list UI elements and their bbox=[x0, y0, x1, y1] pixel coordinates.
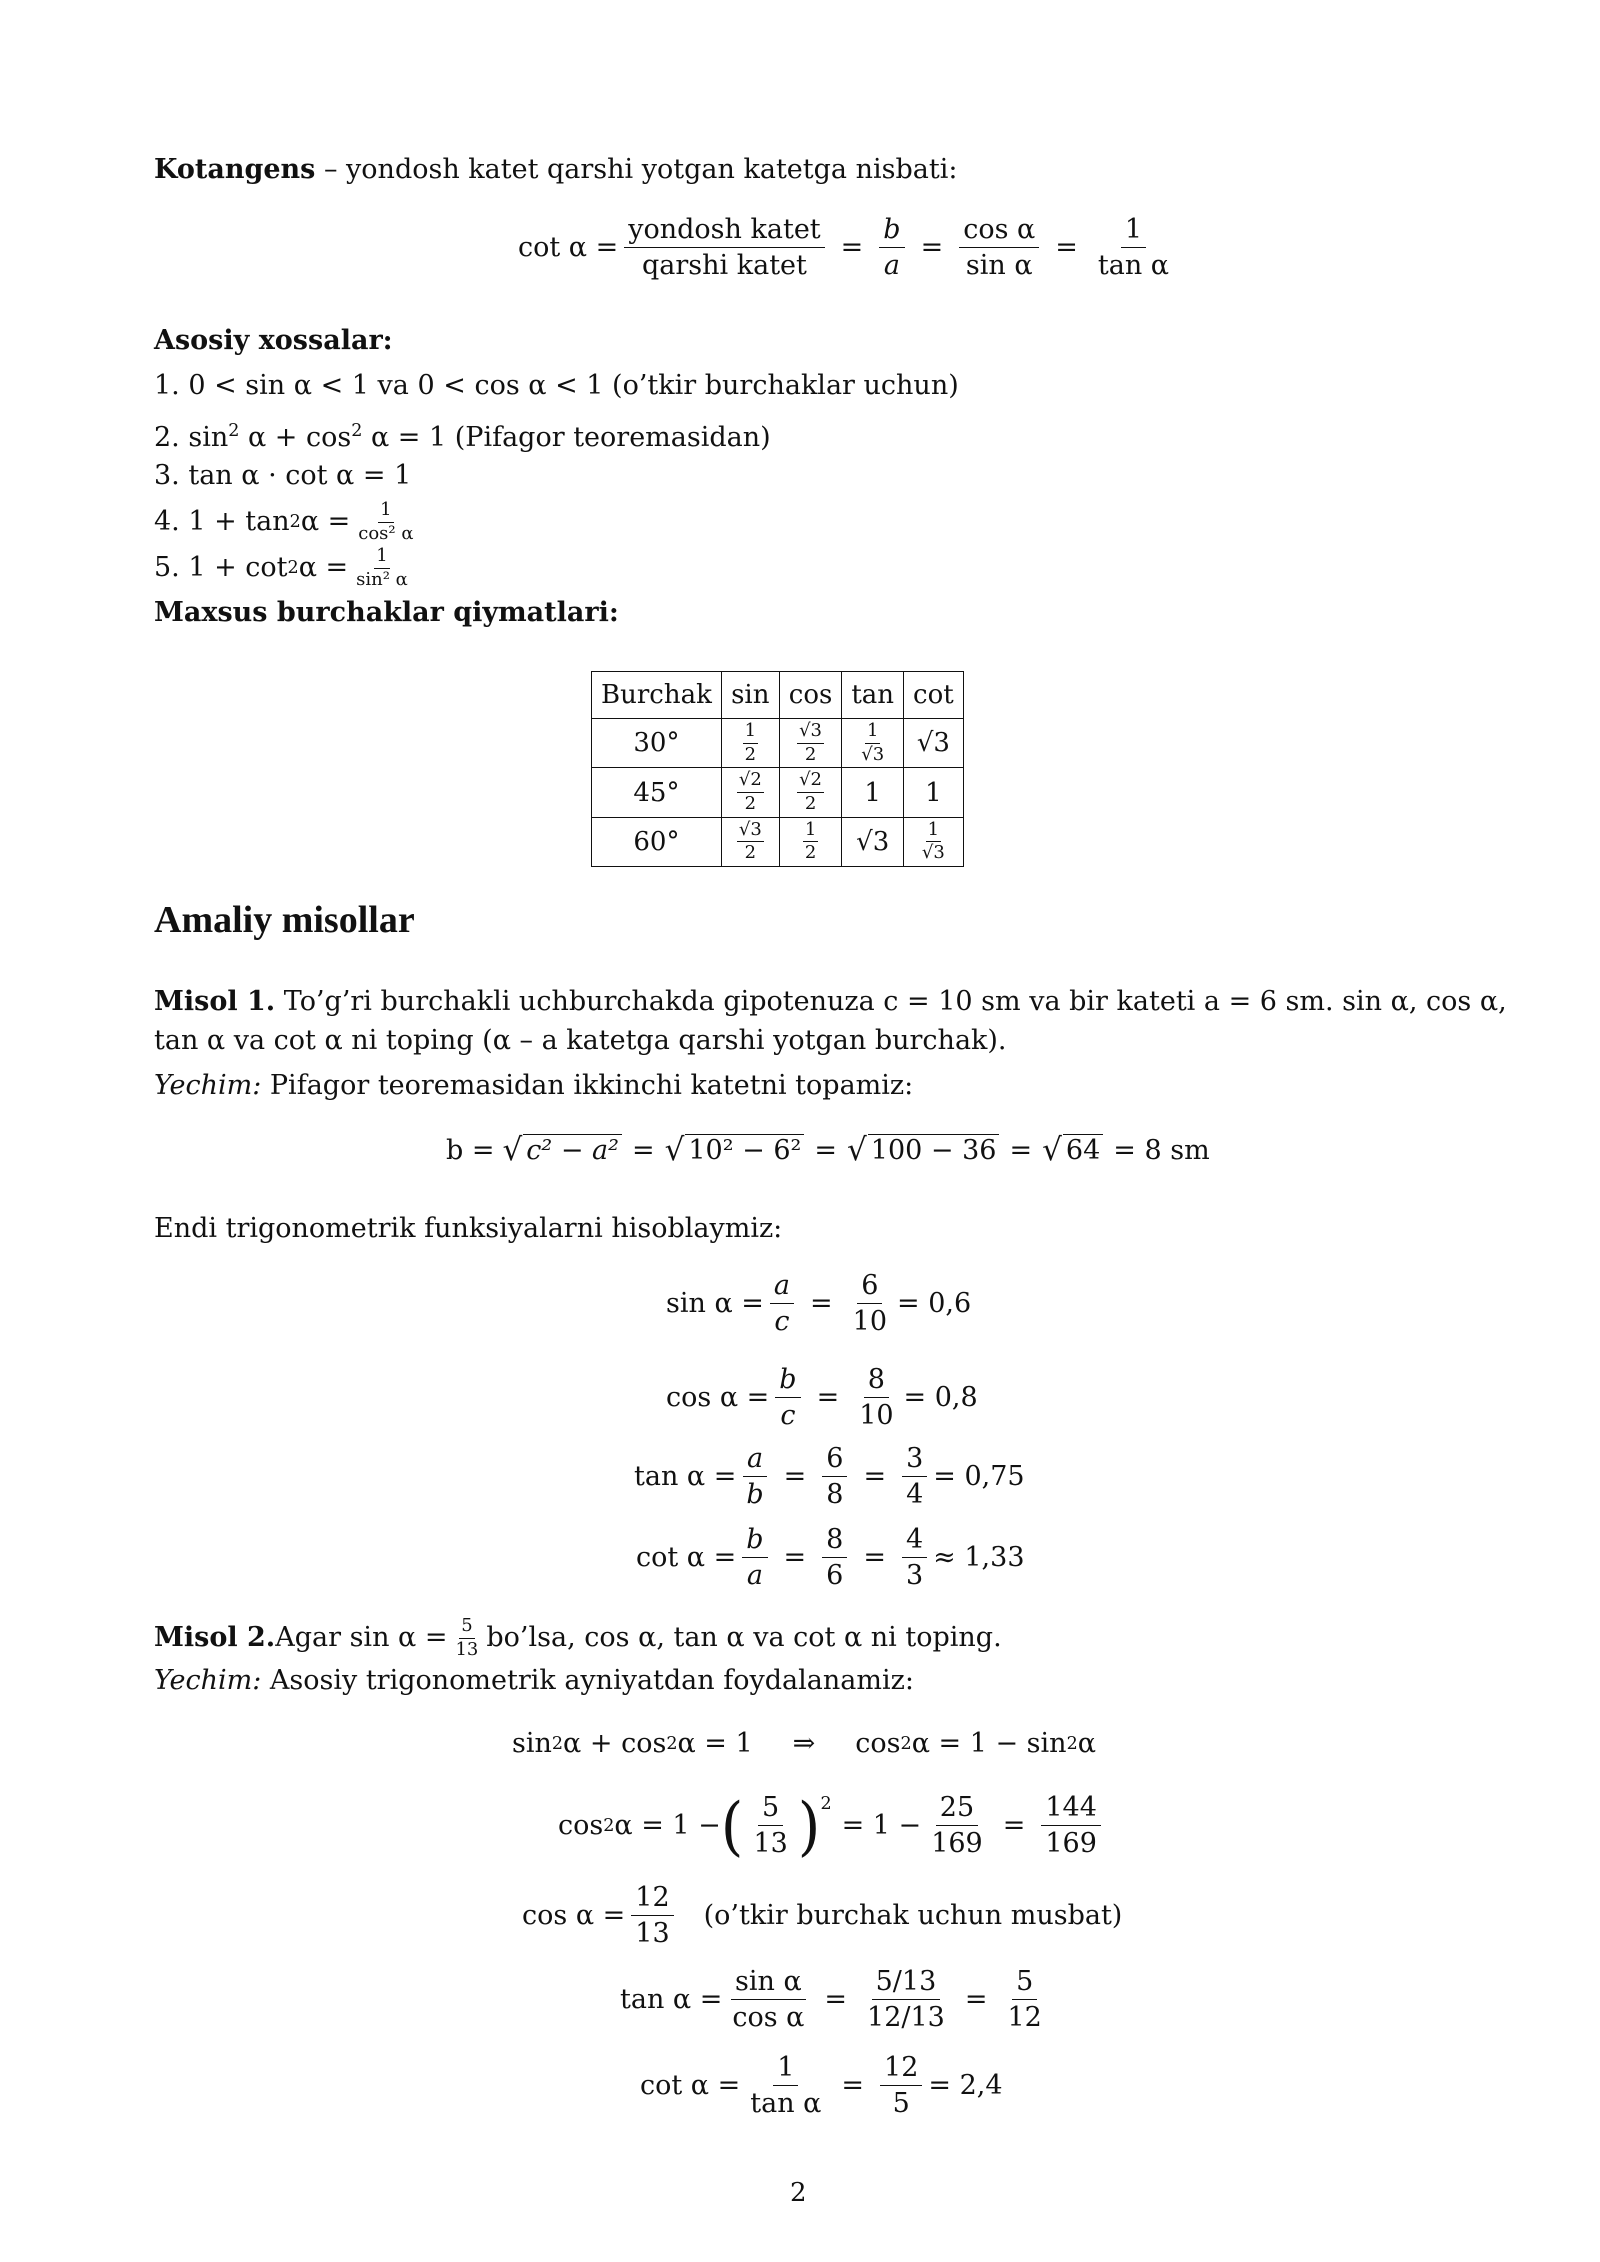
cos-calculation bbox=[666, 1364, 978, 1431]
kotangens-formula bbox=[518, 214, 1179, 281]
exponent: 2 bbox=[228, 421, 240, 441]
special-angles-heading bbox=[154, 596, 619, 630]
denominator: 8 bbox=[826, 1479, 844, 1511]
numerator: 1 bbox=[1121, 214, 1146, 248]
table-cell bbox=[721, 768, 779, 817]
numerator: 3 bbox=[902, 1443, 927, 1477]
text: Asosiy trigonometrik ayniyatdan foydalanamiz: bbox=[261, 1665, 914, 1696]
equals-sign: = bbox=[816, 1382, 840, 1414]
table-cell: 45° bbox=[592, 768, 722, 817]
equals-sign: = bbox=[814, 1134, 837, 1166]
numerator: 8 bbox=[864, 1364, 889, 1398]
result: = 0,75 bbox=[933, 1461, 1025, 1493]
lhs: tan α = bbox=[634, 1461, 737, 1493]
sqrt-symbol: √ bbox=[502, 1132, 523, 1168]
numerator: 5 bbox=[459, 1616, 474, 1639]
fraction bbox=[749, 1792, 791, 1859]
exponent: 2 bbox=[603, 1815, 615, 1836]
denominator: cos α bbox=[732, 2002, 805, 2034]
result: = 2,4 bbox=[928, 2070, 1003, 2102]
numerator: 1 bbox=[378, 500, 393, 523]
fraction bbox=[822, 1443, 847, 1510]
equals-sign: = bbox=[920, 232, 944, 264]
equals-sign: = bbox=[783, 1542, 807, 1574]
denominator: √3 bbox=[921, 842, 945, 864]
numerator: 5 bbox=[1012, 1966, 1037, 2000]
text: α = bbox=[298, 552, 349, 584]
implies-symbol: ⇒ bbox=[792, 1728, 816, 1759]
header-cell: cot bbox=[904, 672, 964, 719]
equals-sign: = bbox=[1009, 1134, 1033, 1166]
pythagoras-equation bbox=[446, 1132, 1210, 1168]
tan-calculation bbox=[634, 1443, 1025, 1510]
example-2-text bbox=[154, 1616, 1002, 1660]
fraction bbox=[728, 1966, 808, 2033]
fraction bbox=[927, 1792, 987, 1859]
numerator: √3 bbox=[737, 820, 764, 843]
numerator: 6 bbox=[822, 1443, 847, 1477]
example-label: Misol 2. bbox=[154, 1622, 276, 1654]
lhs: cos α = bbox=[666, 1382, 770, 1414]
fraction bbox=[855, 1364, 897, 1431]
denominator: 2 bbox=[744, 793, 757, 815]
text: 2. sin bbox=[154, 422, 229, 453]
equals-sign: = bbox=[964, 1984, 988, 2016]
example-1-solution bbox=[154, 1069, 913, 1103]
property-5 bbox=[154, 546, 416, 590]
equals-sign: = bbox=[631, 1134, 655, 1166]
fraction bbox=[770, 1270, 794, 1337]
special-angles-table bbox=[591, 671, 964, 867]
denominator: qarshi katet bbox=[642, 250, 807, 282]
denominator: 2 bbox=[804, 793, 817, 815]
table-cell: √3 bbox=[842, 817, 904, 866]
table-row bbox=[592, 768, 964, 817]
exponent: 2 bbox=[289, 512, 301, 533]
denominator: c bbox=[774, 1306, 790, 1338]
denominator: 4 bbox=[906, 1479, 924, 1511]
exponent: 2 bbox=[551, 1733, 564, 1754]
equals-sign: = bbox=[863, 1542, 886, 1574]
radicand: 10² − 6² bbox=[685, 1134, 804, 1166]
lhs: cos α = bbox=[522, 1900, 626, 1932]
numerator: √3 bbox=[797, 721, 824, 744]
numerator: 5/13 bbox=[872, 1966, 941, 2000]
numerator: 1 bbox=[926, 820, 941, 843]
numerator: √2 bbox=[737, 770, 764, 793]
result: = 8 sm bbox=[1113, 1134, 1210, 1166]
example-1-text-line2: tan α va cot α ni toping (α – a katetga qarshi yotgan burchak). bbox=[154, 1025, 1007, 1056]
equals-sign: = bbox=[824, 1984, 848, 2016]
denominator: 12 bbox=[1007, 2002, 1042, 2034]
radicand: c² − a² bbox=[523, 1134, 622, 1166]
fraction bbox=[879, 214, 904, 281]
cos-value-equation bbox=[522, 1882, 1122, 1949]
denominator: 169 bbox=[931, 1828, 983, 1860]
text: α = 1 bbox=[677, 1728, 753, 1759]
fraction bbox=[902, 1524, 927, 1591]
text: α + cos bbox=[239, 422, 352, 453]
text: α = 1 − bbox=[614, 1810, 721, 1842]
left-paren: ( bbox=[720, 1788, 744, 1863]
denominator: cos² α bbox=[358, 522, 414, 544]
lhs: b = bbox=[446, 1134, 495, 1166]
table-cell: 1 bbox=[904, 768, 964, 817]
text: Agar sin α = bbox=[275, 1622, 448, 1654]
text: Pifagor teoremasidan ikkinchi katetni topamiz: bbox=[261, 1070, 914, 1101]
table-row bbox=[592, 817, 964, 866]
denominator: a bbox=[746, 1560, 763, 1592]
fraction bbox=[849, 1270, 891, 1337]
equals-sign: = bbox=[840, 232, 864, 264]
lhs: cot α = bbox=[640, 2070, 741, 2102]
numerator: 5 bbox=[758, 1792, 783, 1826]
numerator: 12 bbox=[631, 1882, 673, 1916]
denominator: 10 bbox=[852, 1306, 887, 1338]
table-cell bbox=[779, 768, 842, 817]
table-header-row bbox=[592, 672, 964, 719]
denominator: 13 bbox=[455, 1638, 479, 1660]
cot-value-equation bbox=[640, 2052, 1003, 2119]
calc-intro: Endi trigonometrik funksiyalarni hisoblaymiz: bbox=[154, 1213, 783, 1244]
tan-value-equation bbox=[620, 1966, 1052, 2033]
numerator: 4 bbox=[902, 1524, 927, 1558]
result: = 0,6 bbox=[897, 1288, 972, 1320]
numerator: yondosh katet bbox=[624, 214, 824, 248]
lhs: tan α = bbox=[620, 1984, 723, 2016]
denominator: sin α bbox=[965, 250, 1033, 282]
sin-calculation bbox=[666, 1270, 971, 1337]
table-cell bbox=[779, 817, 842, 866]
equals-sign: = bbox=[841, 2070, 865, 2102]
denominator: 10 bbox=[859, 1400, 894, 1432]
table-cell: √3 bbox=[904, 719, 964, 768]
text: 4. 1 + tan bbox=[154, 506, 290, 538]
sqrt-symbol: √ bbox=[1042, 1132, 1062, 1168]
property-1: 1. 0 < sin α < 1 va 0 < cos α < 1 (o’tkir burchaklar uchun) bbox=[154, 370, 959, 401]
denominator: √3 bbox=[861, 743, 885, 765]
numerator: cos α bbox=[959, 214, 1039, 248]
table-cell bbox=[904, 817, 964, 866]
fraction bbox=[624, 214, 824, 281]
denominator: 2 bbox=[744, 842, 757, 864]
lhs: sin α = bbox=[666, 1288, 764, 1320]
numerator: b bbox=[775, 1364, 800, 1398]
lhs: cot α = bbox=[636, 1542, 737, 1574]
equals-sign: = bbox=[1002, 1810, 1026, 1842]
denominator: 3 bbox=[905, 1560, 924, 1592]
header-cell: cos bbox=[779, 672, 842, 719]
equals-sign: = bbox=[810, 1288, 833, 1320]
property-2 bbox=[154, 414, 771, 455]
result: ≈ 1,33 bbox=[933, 1542, 1025, 1574]
radicand: 64 bbox=[1063, 1134, 1103, 1166]
denominator: 6 bbox=[826, 1560, 844, 1592]
text: = 1 − bbox=[841, 1810, 922, 1842]
numerator: a bbox=[770, 1270, 794, 1304]
denominator: sin² α bbox=[356, 568, 408, 590]
page-number: 2 bbox=[790, 2178, 807, 2208]
table-row bbox=[592, 719, 964, 768]
formula-lhs: cot α = bbox=[518, 232, 619, 264]
example-label: Misol 1. bbox=[154, 986, 276, 1017]
exponent: 2 bbox=[900, 1733, 912, 1754]
numerator: 1 bbox=[743, 721, 758, 744]
cos-squared-equation bbox=[558, 1788, 1107, 1863]
numerator: a bbox=[743, 1443, 767, 1477]
fraction bbox=[453, 1616, 480, 1660]
fraction bbox=[959, 214, 1039, 281]
fraction bbox=[880, 2052, 922, 2119]
text: bo’lsa, cos α, tan α va cot α ni toping. bbox=[486, 1622, 1002, 1654]
numerator: b bbox=[879, 214, 904, 248]
numerator: 8 bbox=[822, 1524, 847, 1558]
heading-text: Maxsus burchaklar qiymatlari: bbox=[154, 597, 619, 628]
fraction bbox=[354, 546, 410, 590]
table-cell bbox=[779, 719, 842, 768]
numerator: 1 bbox=[773, 2052, 798, 2086]
fraction bbox=[356, 500, 415, 544]
table-cell bbox=[721, 719, 779, 768]
text: α = 1 − sin bbox=[911, 1728, 1067, 1759]
equals-sign: = bbox=[1055, 232, 1078, 264]
table-cell bbox=[842, 719, 904, 768]
text: cos bbox=[558, 1810, 604, 1842]
equals-sign: = bbox=[863, 1461, 887, 1493]
text: α + cos bbox=[563, 1728, 667, 1759]
denominator: 2 bbox=[804, 842, 817, 864]
section-title: Amaliy misollar bbox=[154, 899, 415, 941]
numerator: 12 bbox=[880, 2052, 922, 2086]
fraction bbox=[742, 1443, 767, 1510]
identity-equation bbox=[512, 1728, 1096, 1759]
denominator: 12/13 bbox=[867, 2002, 945, 2034]
heading-text: Asosiy xossalar: bbox=[154, 325, 393, 356]
fraction bbox=[631, 1882, 673, 1949]
exponent: 2 bbox=[666, 1733, 678, 1754]
right-paren: ) bbox=[797, 1788, 821, 1863]
kotangens-definition-text: – yondosh katet qarshi yotgan katetga nisbati: bbox=[315, 154, 958, 185]
denominator: a bbox=[883, 250, 900, 282]
fraction bbox=[775, 1364, 800, 1431]
sqrt-symbol: √ bbox=[664, 1132, 685, 1168]
cot-calculation bbox=[636, 1524, 1025, 1591]
example-1-text bbox=[154, 985, 1507, 1019]
table-cell: 1 bbox=[842, 768, 904, 817]
table-cell: 30° bbox=[592, 719, 722, 768]
properties-heading bbox=[154, 324, 393, 358]
result: = 0,8 bbox=[903, 1382, 978, 1414]
text: cos bbox=[855, 1728, 901, 1759]
header-cell: tan bbox=[842, 672, 904, 719]
denominator: 2 bbox=[804, 743, 817, 765]
numerator: 144 bbox=[1041, 1792, 1101, 1826]
radicand: 100 − 36 bbox=[868, 1134, 1000, 1166]
text: α bbox=[1077, 1728, 1096, 1759]
text: α = bbox=[300, 506, 351, 538]
note: (o’tkir burchak uchun musbat) bbox=[703, 1900, 1123, 1932]
fraction bbox=[902, 1443, 927, 1510]
text: To’g’ri burchakli uchburchakda gipotenuza c = 10 sm va bir kateti a = 6 sm. sin α, cos α, bbox=[275, 986, 1507, 1017]
numerator: 25 bbox=[936, 1792, 978, 1826]
fraction bbox=[746, 2052, 825, 2119]
fraction bbox=[1003, 1966, 1045, 2033]
fraction bbox=[863, 1966, 949, 2033]
numerator: sin α bbox=[731, 1966, 806, 2000]
header-cell: Burchak bbox=[592, 672, 722, 719]
denominator: 13 bbox=[635, 1918, 670, 1950]
denominator: 2 bbox=[744, 743, 757, 765]
numerator: 6 bbox=[857, 1270, 882, 1304]
property-4 bbox=[154, 500, 422, 544]
fraction bbox=[1041, 1792, 1101, 1859]
table-cell: 60° bbox=[592, 817, 722, 866]
equals-sign: = bbox=[783, 1461, 807, 1493]
denominator: b bbox=[746, 1479, 764, 1511]
denominator: tan α bbox=[1097, 250, 1170, 282]
numerator: 1 bbox=[865, 721, 880, 744]
table-cell bbox=[721, 817, 779, 866]
kotangens-definition bbox=[154, 153, 957, 187]
solution-label: Yechim: bbox=[154, 1070, 262, 1101]
text: 5. 1 + cot bbox=[154, 552, 288, 584]
numerator: 1 bbox=[374, 546, 389, 569]
property-3: 3. tan α · cot α = 1 bbox=[154, 460, 412, 491]
example-2-solution bbox=[154, 1664, 914, 1698]
sqrt-symbol: √ bbox=[846, 1132, 867, 1168]
fraction bbox=[822, 1524, 847, 1591]
fraction bbox=[742, 1524, 767, 1591]
denominator: tan α bbox=[750, 2088, 822, 2120]
exponent: 2 bbox=[820, 1794, 832, 1814]
numerator: 1 bbox=[803, 820, 818, 843]
exponent: 2 bbox=[351, 421, 363, 441]
solution-label: Yechim: bbox=[154, 1665, 262, 1696]
denominator: 13 bbox=[753, 1828, 788, 1860]
denominator: 169 bbox=[1045, 1828, 1097, 1860]
fraction bbox=[1094, 214, 1173, 281]
text: α = 1 (Pifagor teoremasidan) bbox=[362, 422, 771, 453]
denominator: c bbox=[780, 1400, 796, 1432]
denominator: 5 bbox=[892, 2088, 910, 2120]
kotangens-term: Kotangens bbox=[154, 154, 316, 185]
text: sin bbox=[512, 1728, 552, 1759]
numerator: b bbox=[742, 1524, 767, 1558]
exponent: 2 bbox=[287, 558, 299, 579]
header-cell: sin bbox=[721, 672, 779, 719]
numerator: √2 bbox=[797, 770, 824, 793]
exponent: 2 bbox=[1066, 1733, 1078, 1754]
